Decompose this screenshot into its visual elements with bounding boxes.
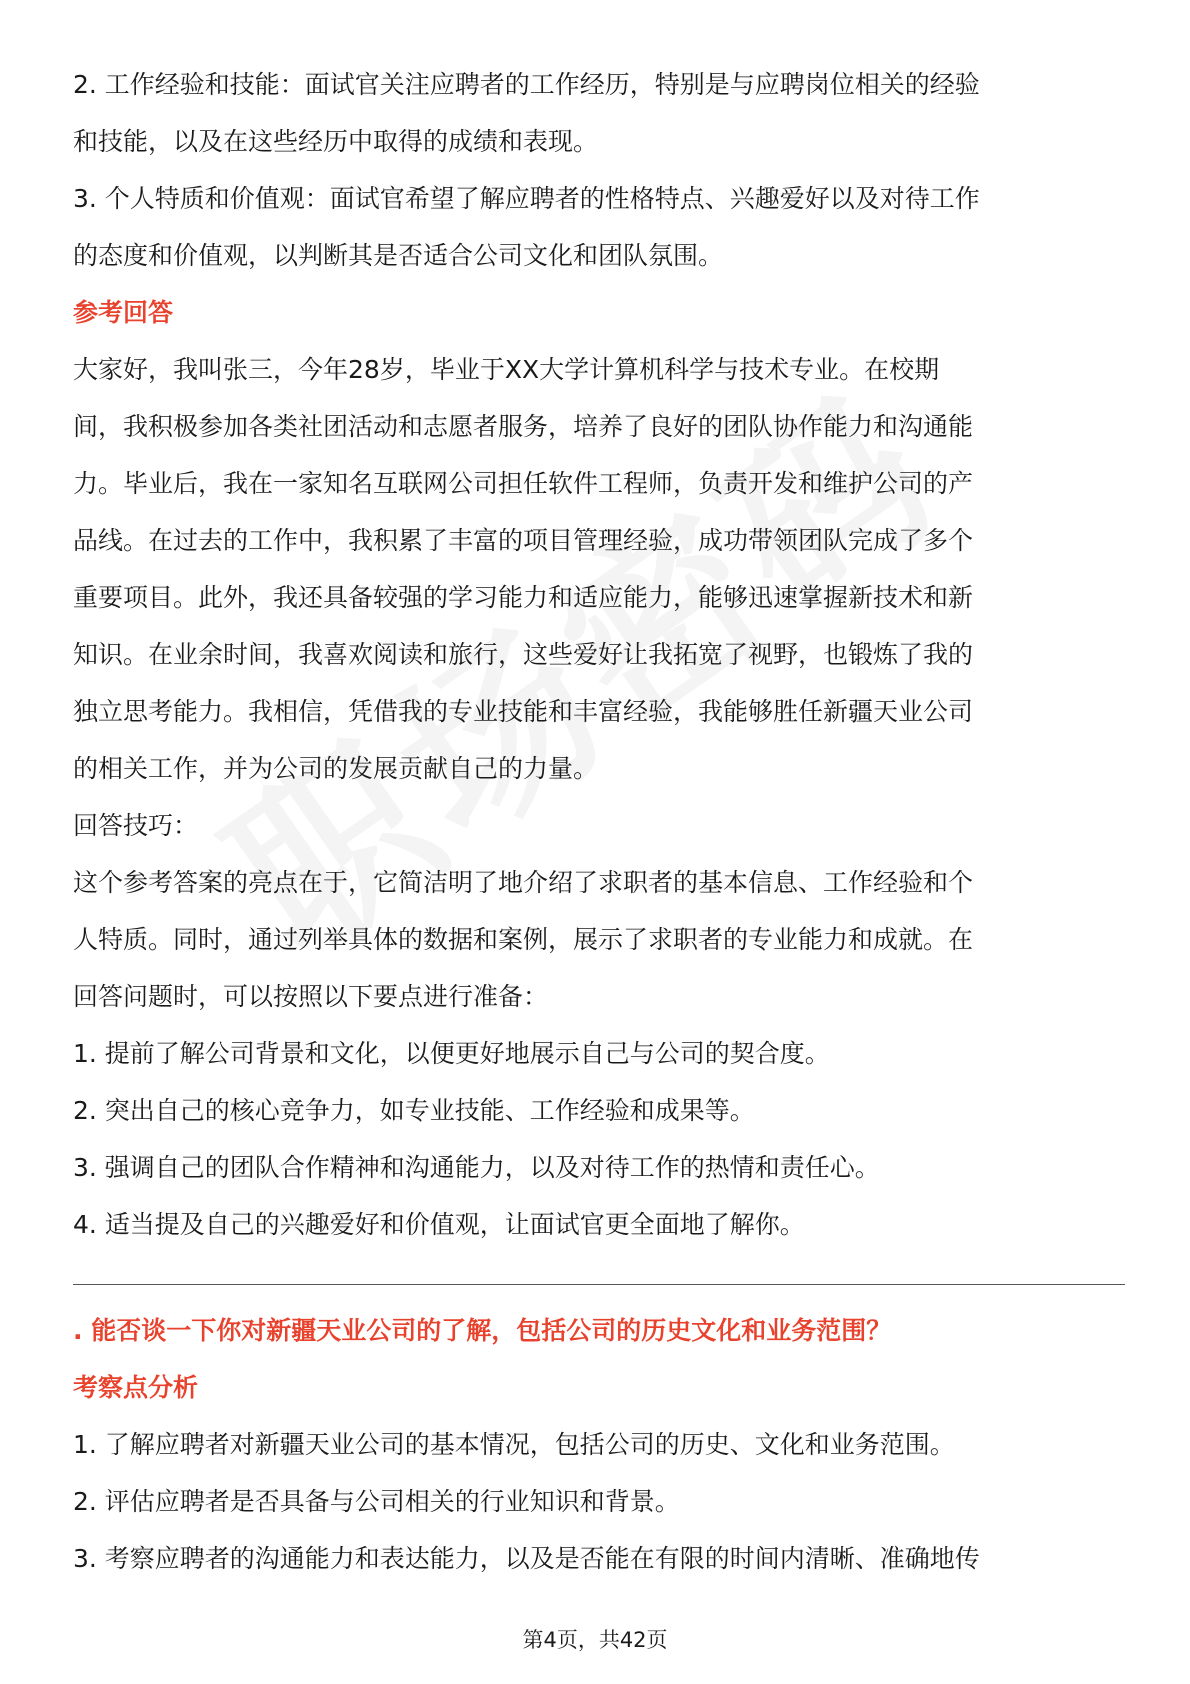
body-line: 品线。在过去的工作中，我积累了丰富的项目管理经验，成功带领团队完成了多个 (73, 526, 974, 555)
list-item: 1. 提前了解公司背景和文化，以便更好地展示自己与公司的契合度。 (73, 1039, 830, 1068)
question-title: . 能否谈一下你对新疆天业公司的了解，包括公司的历史文化和业务范围？ (73, 1316, 892, 1345)
list-item: 1. 了解应聘者对新疆天业公司的基本情况，包括公司的历史、文化和业务范围。 (73, 1430, 955, 1459)
top-section (73, 56, 1125, 284)
body-line: 力。毕业后，我在一家知名互联网公司担任软件工程师，负责开发和维护公司的产 (73, 469, 974, 498)
page-number: 第4页，共42页 (522, 1628, 668, 1652)
body-line: 和技能，以及在这些经历中取得的成绩和表现。 (73, 127, 599, 156)
body-line: 的相关工作，并为公司的发展贡献自己的力量。 (73, 754, 599, 783)
list-item: 3. 强调自己的团队合作精神和沟通能力，以及对待工作的热情和责任心。 (73, 1153, 880, 1182)
body-line: 这个参考答案的亮点在于，它简洁明了地介绍了求职者的基本信息、工作经验和个 (73, 868, 974, 897)
body-line: 大家好，我叫张三，今年28岁，毕业于XX大学计算机科学与技术专业。在校期 (73, 355, 940, 384)
question-section (73, 1302, 1125, 1587)
list-item: 2. 评估应聘者是否具备与公司相关的行业知识和背景。 (73, 1487, 680, 1516)
body-line: 的态度和价值观，以判断其是否适合公司文化和团队氛围。 (73, 241, 724, 270)
list-item: 2. 突出自己的核心竞争力，如专业技能、工作经验和成果等。 (73, 1096, 755, 1125)
tips-label: 回答技巧： (73, 811, 199, 840)
body-line: 重要项目。此外，我还具备较强的学习能力和适应能力，能够迅速掌握新技术和新 (73, 583, 974, 612)
list-item: 3. 考察应聘者的沟通能力和表达能力，以及是否能在有限的时间内清晰、准确地传 (73, 1544, 980, 1573)
reference-answer-heading: 参考回答 (73, 298, 174, 327)
body-line: 人特质。同时，通过列举具体的数据和案例，展示了求职者的专业能力和成就。在 (73, 925, 974, 954)
body-line: 独立思考能力。我相信，凭借我的专业技能和丰富经验，我能够胜任新疆天业公司 (73, 697, 974, 726)
document-page (73, 56, 1125, 1587)
reference-answer-section (73, 284, 1125, 797)
body-line: 间，我积极参加各类社团活动和志愿者服务，培养了良好的团队协作能力和沟通能 (73, 412, 974, 441)
section-divider (73, 1284, 1125, 1285)
body-line: 知识。在业余时间，我喜欢阅读和旅行，这些爱好让我拓宽了视野，也锻炼了我的 (73, 640, 974, 669)
body-line: 回答问题时，可以按照以下要点进行准备： (73, 982, 549, 1011)
analysis-heading: 考察点分析 (73, 1373, 199, 1402)
body-line: 2. 工作经验和技能：面试官关注应聘者的工作经历，特别是与应聘岗位相关的经验 (73, 70, 980, 99)
body-line: 3. 个人特质和价值观：面试官希望了解应聘者的性格特点、兴趣爱好以及对待工作 (73, 184, 980, 213)
answer-tips-section (73, 797, 1125, 1253)
list-item: 4. 适当提及自己的兴趣爱好和价值观，让面试官更全面地了解你。 (73, 1210, 805, 1239)
